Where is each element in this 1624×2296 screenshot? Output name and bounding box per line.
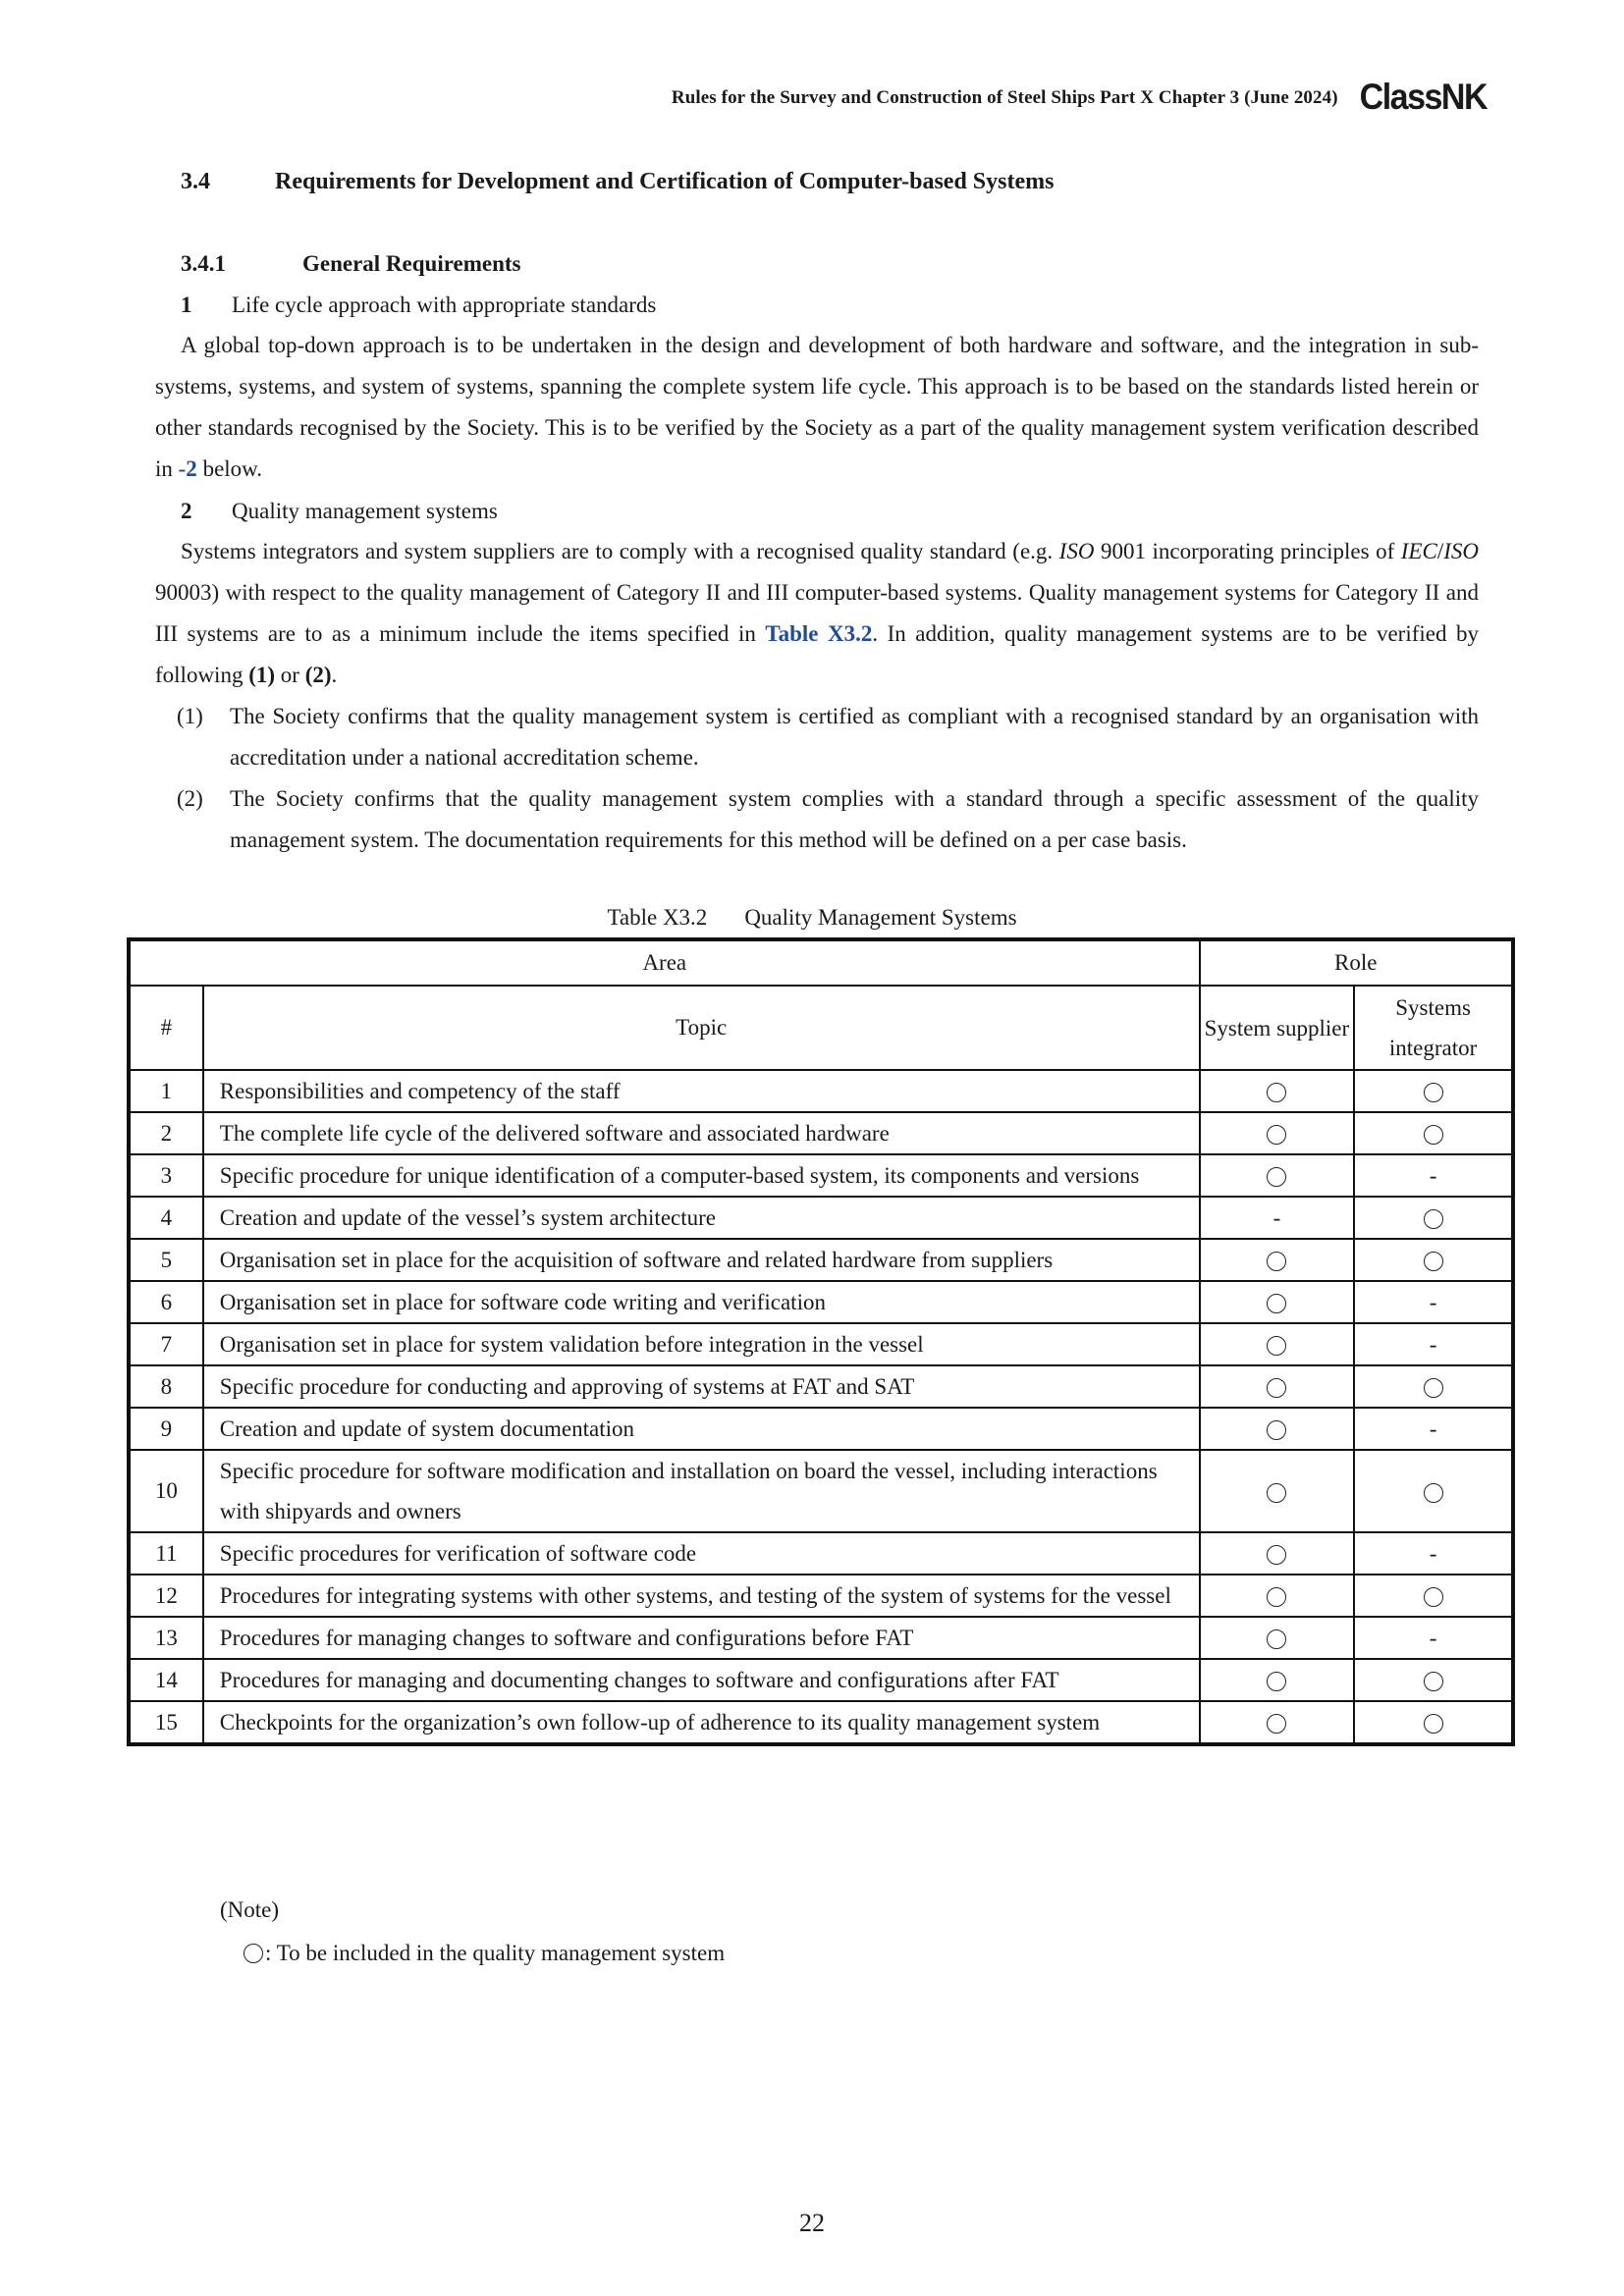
table-row [129,1112,1513,1154]
circle-icon [1424,1209,1443,1229]
circle-icon [1267,1336,1286,1356]
table-row [129,1365,1513,1408]
item-1-heading [181,293,656,318]
row-integrator-mark [1354,1323,1513,1365]
row-number: 1 [129,1070,203,1112]
table-body [129,1070,1513,1744]
row-supplier-mark [1200,1532,1355,1575]
row-topic: The complete life cycle of the delivered software and associated hardware [203,1112,1200,1154]
row-topic: Responsibilities and competency of the staff [203,1070,1200,1112]
row-integrator-mark [1354,1112,1513,1154]
row-topic: Specific procedure for unique identification of a computer-based system, its components and versions [203,1154,1200,1197]
row-integrator-mark [1354,1154,1513,1197]
row-number: 6 [129,1281,203,1323]
circle-icon [1424,1483,1443,1503]
row-topic: Procedures for integrating systems with other systems, and testing of the system of systems for the vessel [203,1575,1200,1617]
circle-icon [1267,1545,1286,1565]
dash-mark: - [1429,1625,1437,1650]
page-number: 22 [799,2209,825,2237]
circle-icon [1267,1378,1286,1398]
running-title: Rules for the Survey and Construction of Steel Ships Part X Chapter 3 (June 2024) [671,86,1338,108]
row-integrator-mark [1354,1070,1513,1112]
row-integrator-mark [1354,1575,1513,1617]
row-supplier-mark [1200,1323,1355,1365]
row-supplier-mark [1200,1617,1355,1659]
subitem-text: The Society confirms that the quality management system is certified as compliant with a recognised standard by an organisation with accreditation under a national accreditation scheme. [230,704,1479,770]
circle-icon [1267,1167,1286,1187]
header-area: Area [129,939,1200,986]
row-number: 10 [129,1450,203,1532]
row-topic: Organisation set in place for system validation before integration in the vessel [203,1323,1200,1365]
row-supplier-mark [1200,1112,1355,1154]
circle-icon [1267,1420,1286,1440]
circle-icon [1267,1125,1286,1145]
header-role: Role [1200,939,1513,986]
row-topic: Specific procedures for verification of software code [203,1532,1200,1575]
row-supplier-mark [1200,1701,1355,1744]
item-1-body: A global top-down approach is to be undertaken in the design and development of both hardware and software, and the integration in sub-systems, systems, and system of systems, spanning the complete system life cycle. This approach is to be based on the standards listed herein or other standards recognised by the Society. This is to be verified by the Society as a part of the quality management system verification described in -2 below. [155,333,1479,481]
subitem-2 [177,778,1479,861]
table-row [129,1070,1513,1112]
row-supplier-mark [1200,1197,1355,1239]
table-title: Quality Management Systems [744,905,1017,930]
row-supplier-mark [1200,1070,1355,1112]
row-number: 13 [129,1617,203,1659]
table-row [129,1617,1513,1659]
row-supplier-mark [1200,1659,1355,1701]
item-1-title: Life cycle approach with appropriate standards [232,293,657,317]
section-title: Requirements for Development and Certification of Computer-based Systems [275,169,1055,194]
row-number: 12 [129,1575,203,1617]
row-number: 8 [129,1365,203,1408]
table-row [129,1239,1513,1281]
row-supplier-mark [1200,1408,1355,1450]
row-integrator-mark [1354,1532,1513,1575]
item-1-number: 1 [181,293,192,317]
row-number: 2 [129,1112,203,1154]
circle-icon [1267,1629,1286,1649]
row-topic: Procedures for managing changes to software and configurations before FAT [203,1617,1200,1659]
circle-icon [1267,1672,1286,1691]
dash-mark: - [1272,1204,1281,1230]
table-number: Table X3.2 [607,905,708,930]
circle-icon [1267,1294,1286,1313]
header-topic: Topic [203,986,1200,1070]
circle-icon [1267,1252,1286,1271]
row-supplier-mark [1200,1154,1355,1197]
dash-mark: - [1429,1540,1437,1566]
section-number: 3.4 [181,169,210,194]
note-text: : To be included in the quality management system [265,1941,726,1965]
note-legend [244,1941,725,1966]
row-integrator-mark [1354,1450,1513,1532]
row-supplier-mark [1200,1239,1355,1281]
row-topic: Specific procedure for software modification and installation on board the vessel, including interactions with shipyards and owners [203,1450,1200,1532]
row-supplier-mark [1200,1365,1355,1408]
section-heading [181,169,1054,195]
row-number: 15 [129,1701,203,1744]
row-integrator-mark [1354,1659,1513,1701]
row-topic: Specific procedure for conducting and approving of systems at FAT and SAT [203,1365,1200,1408]
row-number: 5 [129,1239,203,1281]
dash-mark: - [1429,1289,1437,1314]
cross-reference-link[interactable]: -2 [178,456,197,481]
note-title: (Note) [220,1897,280,1922]
row-integrator-mark [1354,1408,1513,1450]
quality-management-table [127,937,1515,1746]
row-supplier-mark [1200,1281,1355,1323]
row-integrator-mark [1354,1281,1513,1323]
row-topic: Checkpoints for the organization’s own follow-up of adherence to its quality management system [203,1701,1200,1744]
circle-icon [1424,1252,1443,1271]
table-row [129,1450,1513,1532]
running-header [672,79,1487,117]
item-2-title: Quality management systems [232,499,498,523]
row-number: 9 [129,1408,203,1450]
dash-mark: - [1429,1331,1437,1357]
circle-icon [1267,1483,1286,1503]
header-systems-integrator: Systems integrator [1354,986,1513,1070]
subitem-label: (1) [177,704,203,728]
row-topic: Organisation set in place for software code writing and verification [203,1281,1200,1323]
row-integrator-mark [1354,1617,1513,1659]
subitem-1 [177,696,1479,778]
subsection-heading [181,251,521,277]
row-integrator-mark [1354,1197,1513,1239]
circle-icon [1424,1083,1443,1102]
classnk-logo: ClassNK [1359,77,1487,118]
circle-icon [1267,1083,1286,1102]
subitem-label: (2) [177,786,203,811]
row-number: 4 [129,1197,203,1239]
circle-icon [1424,1125,1443,1145]
header-number: # [129,986,203,1070]
row-integrator-mark [1354,1365,1513,1408]
table-row [129,1323,1513,1365]
table-row [129,1197,1513,1239]
circle-icon [1424,1378,1443,1398]
dash-mark: - [1429,1162,1437,1188]
table-row [129,1154,1513,1197]
table-row [129,1575,1513,1617]
subitem-text: The Society confirms that the quality management system complies with a standard through a specific assessment of the quality management system. The documentation requirements for this method will be defined on a per case basis. [230,786,1479,852]
table-row [129,1532,1513,1575]
table-row [129,1701,1513,1744]
row-topic: Procedures for managing and documenting changes to software and configurations after FAT [203,1659,1200,1701]
header-system-supplier: System supplier [1200,986,1355,1070]
item-2-body: Systems integrators and system suppliers are to comply with a recognised quality standard (e.g. ISO 9001 incorporating principles of IEC/ISO 90003) with respect to the quality management of Category II and III computer-based systems. Quality management systems for Category II and III systems are to as a minimum include the items specified in Table X3.2. In addition, quality management systems are to be verified by following (1) or (2). [155,539,1479,687]
item-2-heading [181,499,498,524]
row-number: 14 [129,1659,203,1701]
circle-icon [1267,1587,1286,1607]
circle-icon [244,1944,263,1963]
row-integrator-mark [1354,1701,1513,1744]
circle-icon [1424,1587,1443,1607]
row-topic: Organisation set in place for the acquisition of software and related hardware from suppliers [203,1239,1200,1281]
row-topic: Creation and update of the vessel’s system architecture [203,1197,1200,1239]
table-caption [0,905,1624,931]
row-supplier-mark [1200,1450,1355,1532]
table-row [129,1408,1513,1450]
row-number: 3 [129,1154,203,1197]
circle-icon [1424,1672,1443,1691]
circle-icon [1424,1714,1443,1734]
subsection-number: 3.4.1 [181,251,226,276]
table-row [129,1281,1513,1323]
row-number: 7 [129,1323,203,1365]
table-row [129,1659,1513,1701]
subsection-title: General Requirements [302,251,521,276]
row-integrator-mark [1354,1239,1513,1281]
dash-mark: - [1429,1415,1437,1441]
row-supplier-mark [1200,1575,1355,1617]
row-topic: Creation and update of system documentation [203,1408,1200,1450]
table-reference-link[interactable]: Table X3.2 [765,621,873,646]
circle-icon [1267,1714,1286,1734]
row-number: 11 [129,1532,203,1575]
item-2-number: 2 [181,499,192,523]
